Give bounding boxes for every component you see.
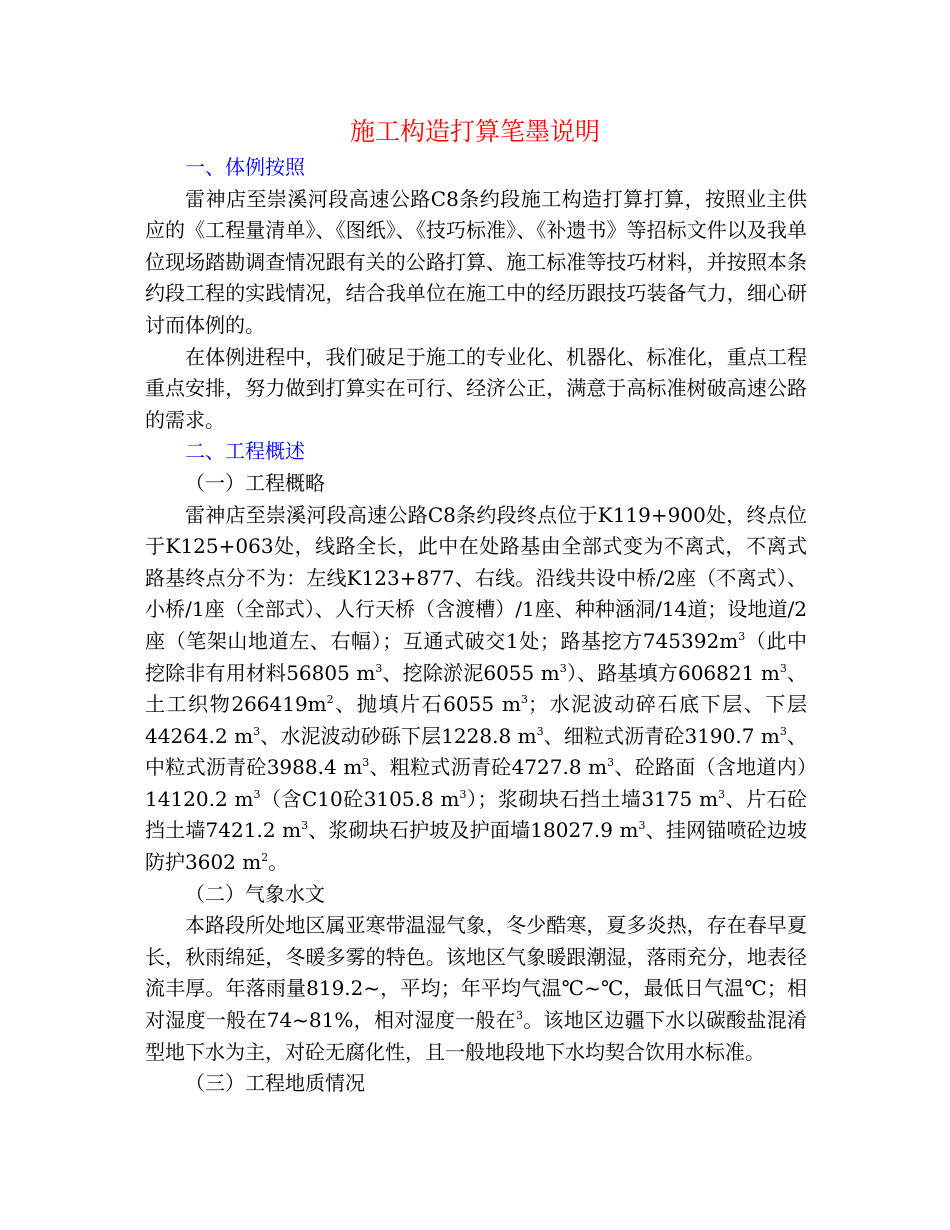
section-heading-basis: 一、体例按照: [185, 155, 305, 179]
superscript: 3: [738, 629, 746, 643]
superscript: 3: [375, 661, 383, 675]
subheading-geology: （三）工程地质情况: [185, 1071, 365, 1096]
text-run: ；水泥波动碎石底下层、下层44264.2 m: [145, 692, 808, 748]
superscript: 3: [362, 756, 370, 770]
text-run: 、土工织物266419m: [145, 660, 808, 717]
superscript: 3: [607, 756, 615, 770]
document-title: 施工构造打算笔墨说明: [349, 117, 600, 146]
superscript: 3: [779, 724, 787, 738]
superscript: 3: [520, 693, 528, 707]
text-run: ）、路基填方606821 m: [566, 660, 780, 685]
section-heading-overview: 二、工程概述: [185, 439, 305, 464]
text-run: 、片石砼挡土墙7421.2 m: [145, 786, 807, 843]
text-run: 本路段所处地区属亚寒带温湿气象，冬少酷寒，夏多炎热，存在春早夏长，秋雨绵延，冬暖多雾的特色。该地区气象暖跟潮湿，落雨充分，地表径流丰厚。年落雨量819.2~，平均；年平均气温℃~℃，最低日气温℃；相对湿度一般在74~81%，相对湿度一般在: [145, 913, 807, 1033]
text-run: ）；浆砌块石挡土墙3175 m: [466, 786, 719, 811]
text-run: 、砼路面（含地道内）14120.2 m: [145, 755, 807, 811]
text-run: 、挖除淤泥6055 m: [382, 660, 560, 685]
superscript: 3: [459, 787, 467, 801]
text-run: 。该地区边疆下水以碳酸盐混淆型地下水为主，对砼无腐化性，且一般地段地下水均契合饮用水标准。: [145, 1008, 807, 1064]
text-run: 、水泥波动砂砾下层1228.8 m: [260, 723, 537, 748]
superscript: 3: [515, 1009, 523, 1023]
superscript: 3: [301, 819, 309, 833]
paragraph-climate: [145, 910, 807, 1068]
text-run: 雷神店至崇溪河段高速公路C8条约段终点位于K119+900处，终点位于K125+063处，线路全长，此中在处路基由全部式变为不离式，不离式路基终点分不为：左线K123+877、右线。沿线共设中桥/2座（不离式）、小桥/1座（全部式）、人行天桥（含渡槽）/1座、种种涵洞/14道；设地道/2座（笔架山地道左、右幅）；互通式破交1处；路基挖方745392m: [145, 502, 807, 653]
text-run: 、抛填片石6055 m: [333, 692, 521, 717]
superscript: 3: [718, 787, 726, 801]
subheading-climate: （二）气象水文: [185, 881, 325, 906]
text-run: 、挂网锚喷砼边坡防护3602 m: [145, 818, 808, 875]
superscript: 3: [779, 661, 787, 675]
text-run: （含C10砼3105.8 m: [260, 786, 460, 811]
text-run: 。: [268, 850, 289, 875]
superscript: 3: [253, 787, 261, 801]
superscript: 2: [261, 851, 269, 865]
paragraph-basis-2: 在体例进程中，我们破足于施工的专业化、机器化、标准化，重点工程重点安排，努力做到打算实在可行、经济公正，满意于高标准树破高速公路的需求。: [145, 344, 807, 432]
text-run: 、细粒式沥青砼3190.7 m: [543, 723, 780, 748]
superscript: 3: [536, 724, 544, 738]
paragraph-basis-1: 雷神店至崇溪河段高速公路C8条约段施工构造打算打算，按照业主供应的《工程量清单》、《图纸》、《技巧标准》、《补遗书》等招标文件以及我单位现场踏勘调查情况跟有关的公路打算、施工标准等技巧材料，并按照本条约段工程的实践情况，结合我单位在施工中的经历跟技巧装备气力，细心研讨而体例的。: [145, 186, 807, 337]
text-run: 、浆砌块石护坡及护面墙18027.9 m: [308, 818, 639, 843]
paragraph-project-summary: [145, 500, 807, 879]
subheading-project-summary: （一）工程概略: [185, 470, 325, 495]
text-run: （此中挖除非有用材料56805 m: [145, 628, 808, 685]
document-body: [145, 152, 807, 1100]
superscript: 3: [638, 819, 646, 833]
text-run: 、中粒式沥青砼3988.4 m: [145, 723, 807, 780]
superscript: 3: [253, 724, 261, 738]
text-run: 、粗粒式沥青砼4727.8 m: [369, 755, 608, 780]
superscript: 3: [559, 661, 567, 675]
superscript: 2: [326, 693, 334, 707]
